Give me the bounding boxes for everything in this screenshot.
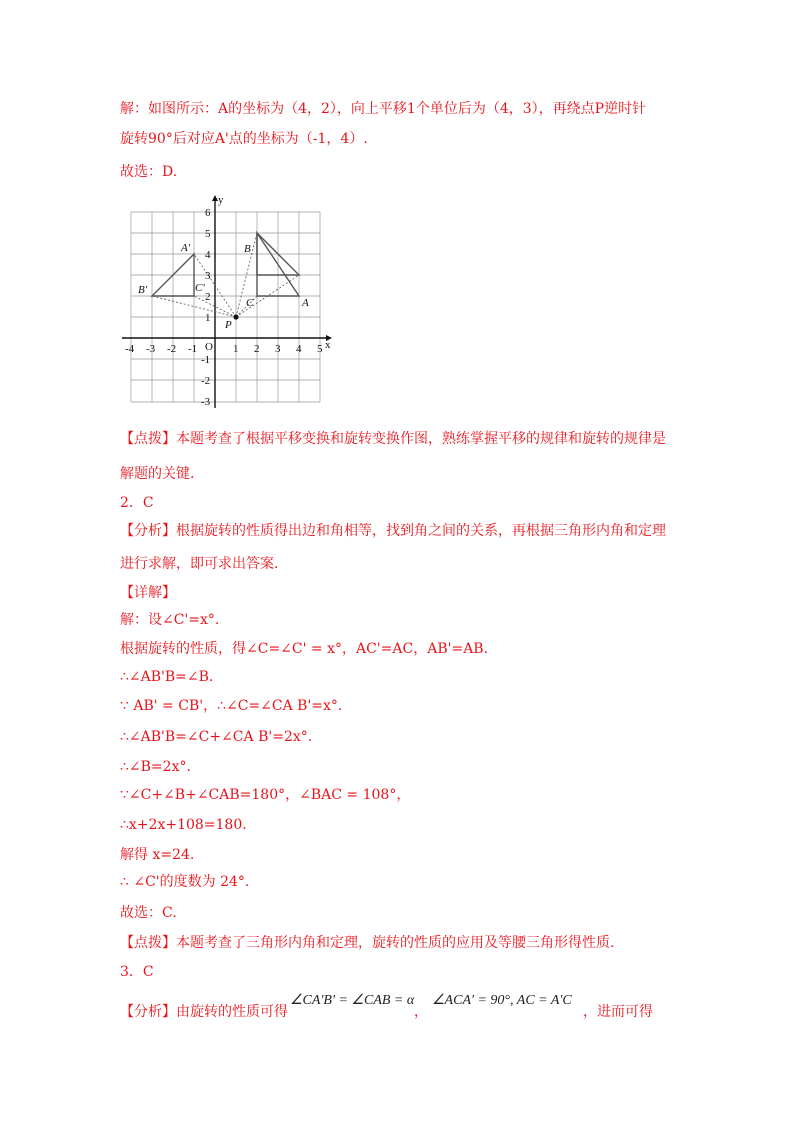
label-p: P <box>225 319 232 331</box>
x-axis-label: x <box>325 339 331 351</box>
y-tick-label: -3 <box>201 396 211 408</box>
label-b-prime: B' <box>138 284 148 296</box>
text-line-8: 进行求解，即可求出答案. <box>120 556 279 572</box>
x-tick-label: 2 <box>254 343 260 355</box>
text-line-4: 【点拨】本题考查了根据平移变换和旋转变换作图，熟练掌握平移的规律和旋转的规律是 <box>120 431 666 447</box>
formula-angle-equality: ∠CA'B' = ∠CAB = α <box>290 993 415 1008</box>
text-line-6: 2．C <box>120 495 154 511</box>
text-line-16: ∵∠C+∠B+∠CAB=180°，∠BAC = 108°， <box>120 787 411 803</box>
x-tick-label: -4 <box>125 343 135 355</box>
y-tick-label: 6 <box>205 207 211 219</box>
text-line-13: ∵ AB' = CB'，∴∠C=∠CA B'=x°. <box>120 698 343 714</box>
y-tick-label: 3 <box>205 270 211 282</box>
text-line-23-comma: ， <box>414 1004 428 1020</box>
text-line-3: 故选：D. <box>120 164 178 180</box>
y-tick-label: -1 <box>201 354 211 366</box>
text-line-7: 【分析】根据旋转的性质得出边和角相等，找到角之间的关系，再根据三角形内角和定理 <box>120 523 666 539</box>
x-tick-label: -2 <box>167 343 177 355</box>
x-tick-label: 4 <box>296 343 302 355</box>
label-c-prime: C' <box>195 282 205 294</box>
text-line-2: 旋转90°后对应A'点的坐标为（-1，4）. <box>120 131 368 147</box>
text-line-15: ∴∠B=2x°. <box>120 759 191 775</box>
label-b: B <box>244 243 251 255</box>
point-labels <box>138 242 309 331</box>
text-line-17: ∴x+2x+108=180. <box>120 817 247 833</box>
x-tick-label: 1 <box>233 343 239 355</box>
text-line-18: 解得 x=24. <box>120 847 195 863</box>
x-tick-label: -3 <box>146 343 156 355</box>
x-tick-label: -1 <box>188 343 198 355</box>
y-axis-label: y <box>218 194 224 206</box>
y-tick-label: 5 <box>205 228 211 240</box>
text-line-21: 【点拨】本题考查了三角形内角和定理，旋转的性质的应用及等腰三角形得性质. <box>120 935 615 951</box>
label-a: A <box>302 297 309 309</box>
text-line-9: 【详解】 <box>120 585 176 601</box>
text-line-11: 根据旋转的性质，得∠C=∠C' = x°，AC'=AC，AB'=AB. <box>120 641 489 657</box>
tick-labels <box>125 194 331 408</box>
y-tick-label: -2 <box>201 375 211 387</box>
text-line-23-end: ，进而可得 <box>583 1004 653 1020</box>
text-line-12: ∴∠AB'B=∠B. <box>120 669 214 685</box>
point-p <box>233 314 238 319</box>
text-line-22: 3．C <box>120 964 154 980</box>
text-line-10: 解：设∠C'=x°. <box>120 612 220 628</box>
text-line-1: 解：如图所示：A的坐标为（4，2），向上平移1个单位后为（4，3），再绕点P逆时针 <box>120 101 647 117</box>
origin-label: O <box>205 341 213 353</box>
x-tick-label: 3 <box>275 343 281 355</box>
coordinate-graph <box>118 192 338 412</box>
text-line-20: 故选：C. <box>120 905 177 921</box>
text-line-5: 解题的关键. <box>120 466 195 482</box>
label-c: C <box>246 297 254 309</box>
label-a-prime: A' <box>181 242 191 254</box>
formula-right-angle: ∠ACA' = 90°, AC = A'C <box>432 993 572 1008</box>
text-line-19: ∴ ∠C'的度数为 24°. <box>120 874 250 890</box>
grid-lines <box>131 212 320 402</box>
y-tick-label: 1 <box>205 312 211 324</box>
x-tick-label: 5 <box>317 343 323 355</box>
text-line-23-start: 【分析】由旋转的性质可得 <box>120 1004 288 1020</box>
y-tick-label: 4 <box>205 249 211 261</box>
text-line-14: ∴∠AB'B=∠C+∠CA B'=2x°. <box>120 729 313 745</box>
y-tick-label: 2 <box>205 291 211 303</box>
